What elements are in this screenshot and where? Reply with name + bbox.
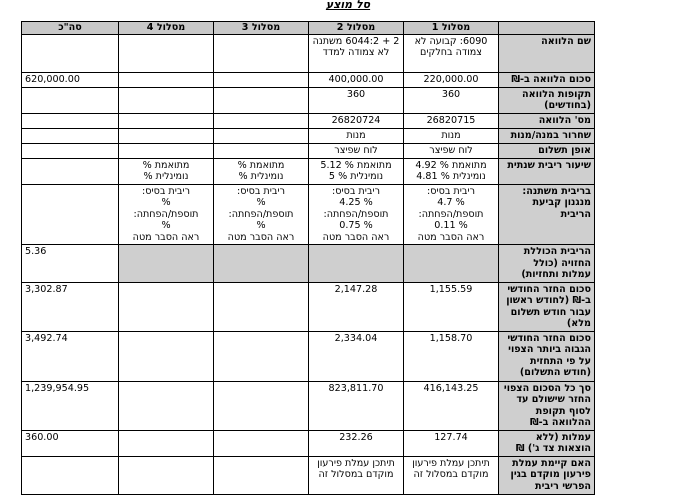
table-row-total-rate [22, 245, 595, 283]
cell-value: לוח שפיצר [429, 144, 473, 156]
track-4-cell [119, 87, 214, 113]
track-2-cell [309, 72, 404, 87]
track-1-cell [404, 143, 499, 158]
row-label [499, 456, 595, 494]
track-3-cell [214, 143, 309, 158]
total-cell [22, 331, 119, 381]
cell-value: 6090: קבועה לא צמודה בחלקים [414, 35, 488, 58]
row-label [499, 430, 595, 456]
row-label [499, 34, 595, 72]
table-row-payment-method [22, 143, 595, 158]
track-3-cell [214, 184, 309, 245]
row-label [499, 113, 595, 128]
table-row-highest-payment [22, 331, 595, 381]
cell-value: מתואמת % נומינלית % [237, 159, 285, 182]
cell-value: מתואמת % 5.12 נומינלית % 5 [320, 159, 392, 182]
track-2-cell [309, 456, 404, 494]
row-label-text: סך כל הסכום הצפוי החזר שישולם עד לסוף תקופת ההלוואה ב-₪ [503, 382, 591, 428]
row-label [499, 381, 595, 430]
track-1-cell [404, 72, 499, 87]
total-cell [22, 430, 119, 456]
track-2-cell [309, 245, 404, 283]
track-3-cell [214, 456, 309, 494]
table-row-release-mode [22, 128, 595, 143]
track-4-cell [119, 72, 214, 87]
cell-value: 2 + 6044:2 משתנה לא צמודה למדד [312, 35, 400, 58]
track-4-cell [119, 430, 214, 456]
track-1-cell [404, 113, 499, 128]
cell-value: 823,811.70 [328, 382, 384, 394]
total-cell [22, 158, 119, 184]
track-4-cell [119, 331, 214, 381]
row-label-text: מס' הלוואה [538, 114, 591, 126]
track-4-cell [119, 381, 214, 430]
total-cell [22, 87, 119, 113]
cell-value: 400,000.00 [328, 73, 384, 85]
track-3-cell [214, 128, 309, 143]
track-4-cell [119, 113, 214, 128]
table-row-rate-mechanism [22, 184, 595, 245]
cell-value: תיתכן עמלת פירעון מוקדם במסלול זה [317, 457, 395, 480]
track-3-cell [214, 87, 309, 113]
cell-value: 1,158.70 [429, 332, 473, 344]
table-row-loan-period [22, 87, 595, 113]
total-cell [22, 184, 119, 245]
row-label [499, 282, 595, 331]
cell-value: 620,000.00 [25, 73, 80, 85]
page-title: סל מוצע [325, 0, 371, 10]
track-1-cell [404, 34, 499, 72]
cell-value: מתואמת % 4.92 נומינלית % 4.81 [415, 159, 487, 182]
total-cell [22, 282, 119, 331]
cell-value: לוח שפיצר [334, 144, 378, 156]
cell-value: מנות [441, 129, 461, 141]
row-label [499, 158, 595, 184]
track-4-cell [119, 143, 214, 158]
track-4-cell [119, 245, 214, 283]
cell-value: 2,334.04 [334, 332, 378, 344]
row-label [499, 128, 595, 143]
track-3-cell [214, 381, 309, 430]
row-label-text: בריבית משתנה: מנגנון קביעת הריבית [522, 185, 591, 220]
cell-value: 360 [346, 88, 366, 100]
cell-value: 26820724 [331, 114, 381, 126]
table-header-row [22, 22, 595, 35]
cell-value: 2,147.28 [334, 283, 378, 295]
total-cell [22, 245, 119, 283]
cell-value: 232.26 [339, 431, 373, 443]
cell-value: ריבית בסיס: % 4.7 תוספת/הפחתה: % 0.11 ראה הסבר מטה [417, 185, 485, 243]
cell-value: 26820715 [426, 114, 476, 126]
cell-value: 220,000.00 [423, 73, 479, 85]
track-4-cell [119, 184, 214, 245]
track-4-cell [119, 128, 214, 143]
track-3-cell [214, 245, 309, 283]
table-row-monthly-payment [22, 282, 595, 331]
row-label-text: סכום הלוואה ב-₪ [511, 73, 591, 85]
cell-value: תיתכן עמלת פירעון מוקדם במסלול זה [412, 457, 490, 480]
column-header-track-1: מסלול 1 [404, 22, 499, 35]
table-row-early-repayment-fee [22, 456, 595, 494]
cell-value: 360 [441, 88, 461, 100]
table-row-fees [22, 430, 595, 456]
table-row-loan-name [22, 34, 595, 72]
track-4-cell [119, 282, 214, 331]
table-row-annual-rate [22, 158, 595, 184]
row-label-text: האם קיימת עמלת פירעון מוקדם בגין הפרשי ריבית [510, 457, 591, 492]
track-4-cell [119, 34, 214, 72]
table-row-total-repayment [22, 381, 595, 430]
row-label [499, 331, 595, 381]
total-cell [22, 72, 119, 87]
corner-header-cell [499, 22, 595, 35]
track-2-cell [309, 113, 404, 128]
row-label-text: שם הלוואה [541, 35, 591, 47]
total-cell [22, 128, 119, 143]
cell-value: 360.00 [25, 431, 59, 443]
track-2-cell [309, 430, 404, 456]
cell-value: 127.74 [434, 431, 468, 443]
total-cell [22, 456, 119, 494]
cell-value: ריבית בסיס: % 4.25 תוספת/הפחתה: % 0.75 ראה הסבר מטה [322, 185, 390, 243]
track-1-cell [404, 282, 499, 331]
total-cell [22, 143, 119, 158]
track-1-cell [404, 158, 499, 184]
row-label-text: עמלות (ללא הוצאות צד ג') ₪ [515, 431, 591, 454]
row-label [499, 245, 595, 283]
track-2-cell [309, 128, 404, 143]
track-3-cell [214, 430, 309, 456]
track-2-cell [309, 381, 404, 430]
cell-value: 3,492.74 [25, 332, 68, 344]
cell-value: 3,302.87 [25, 283, 68, 295]
track-3-cell [214, 72, 309, 87]
track-2-cell [309, 158, 404, 184]
cell-value: 416,143.25 [423, 382, 479, 394]
row-label-text: סכום החזר החודשי ב-₪ (לחודש ראשון עבור חודש תשלום מלא) [506, 283, 591, 329]
track-2-cell [309, 87, 404, 113]
track-2-cell [309, 184, 404, 245]
row-label [499, 72, 595, 87]
column-header-track-4: מסלול 4 [119, 22, 214, 35]
track-1-cell [404, 184, 499, 245]
row-label-text: הריבית הכוללת החזויה (כולל עמלות ותחזיות) [521, 246, 591, 280]
column-header-total: סה"כ [22, 22, 119, 35]
total-cell [22, 381, 119, 430]
column-header-track-3: מסלול 3 [214, 22, 309, 35]
table-row-loan-number [22, 113, 595, 128]
track-2-cell [309, 143, 404, 158]
total-cell [22, 34, 119, 72]
row-label-text: אופן תשלום [538, 144, 591, 156]
track-1-cell [404, 331, 499, 381]
column-header-track-2: מסלול 2 [309, 22, 404, 35]
row-label-text: שחרור במנה/מנות [510, 129, 591, 141]
table-row-loan-amount [22, 72, 595, 87]
row-label [499, 143, 595, 158]
track-1-cell [404, 381, 499, 430]
cell-value: 5.36 [25, 246, 47, 257]
track-1-cell [404, 430, 499, 456]
cell-value: 1,155.59 [429, 283, 473, 295]
track-1-cell [404, 456, 499, 494]
track-3-cell [214, 34, 309, 72]
track-1-cell [404, 128, 499, 143]
track-3-cell [214, 158, 309, 184]
cell-value: מתואמת % נומינלית % [142, 159, 190, 182]
row-label-text: שיעור ריבית שנתית [507, 159, 591, 171]
row-label-text: תקופות הלוואה (בחודשים) [522, 88, 591, 111]
cell-value: ריבית בסיס: % תוספת/הפחתה: % ראה הסבר מטה [227, 185, 295, 243]
track-3-cell [214, 282, 309, 331]
track-3-cell [214, 331, 309, 381]
track-2-cell [309, 282, 404, 331]
row-label-text: סכום החזר החודשי הגבוה ביותר הצפוי על פי התחזית (חודש התשלום) [507, 332, 591, 378]
cell-value: ריבית בסיס: % תוספת/הפחתה: % ראה הסבר מטה [132, 185, 200, 243]
track-3-cell [214, 113, 309, 128]
track-1-cell [404, 87, 499, 113]
track-4-cell [119, 456, 214, 494]
cell-value: 1,239,954.95 [25, 382, 90, 394]
track-4-cell [119, 158, 214, 184]
track-1-cell [404, 245, 499, 283]
cell-value: מנות [346, 129, 366, 141]
row-label [499, 87, 595, 113]
track-2-cell [309, 331, 404, 381]
total-cell [22, 113, 119, 128]
row-label [499, 184, 595, 245]
track-2-cell [309, 34, 404, 72]
loan-comparison-table [21, 21, 595, 495]
